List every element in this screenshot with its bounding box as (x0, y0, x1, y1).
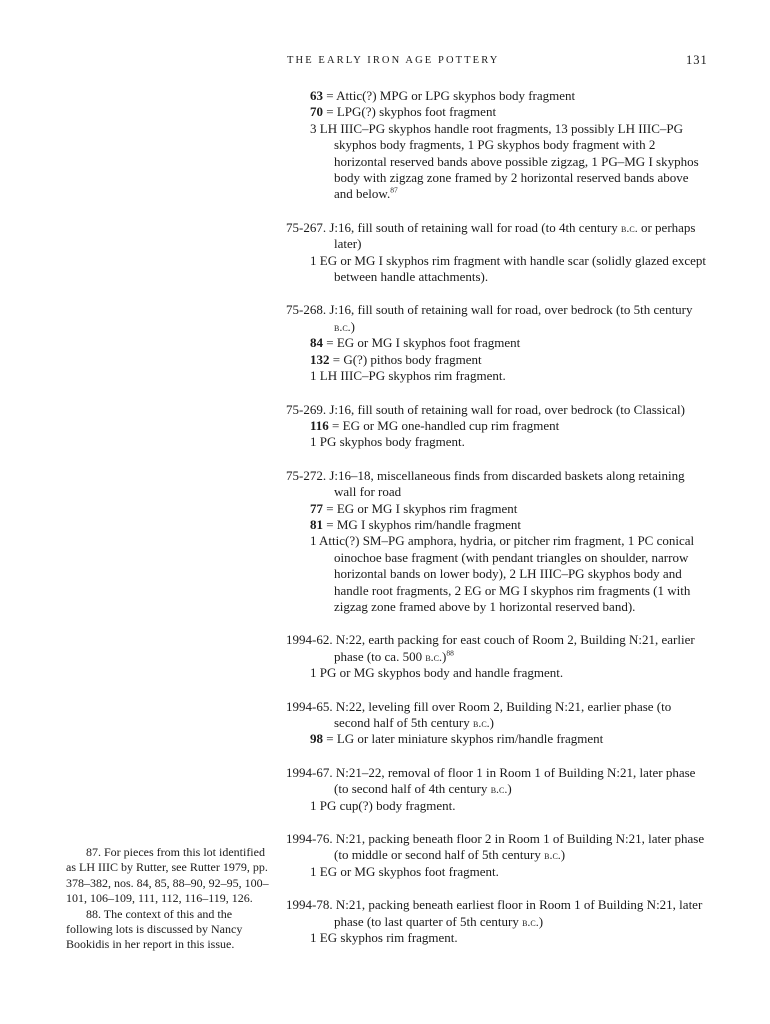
entry-text: = LPG(?) skyphos foot fragment (323, 104, 497, 120)
catalog-entry: 1 EG skyphos rim fragment. (310, 930, 458, 946)
catalog-entry: 81 = MG I skyphos rim/handle fragment (310, 516, 521, 532)
entry-number: 116 (310, 417, 329, 433)
page-number: 131 (686, 53, 708, 67)
catalog-entry: 1 PG cup(?) body fragment. (310, 797, 456, 813)
lot-75-269 (286, 402, 710, 451)
lot-heading: 1994-65. N:22, leveling fill over Room 2, Building N:21, earlier phase (to second half of 5th century b.c.) (286, 698, 672, 730)
lot-heading: 75-272. J:16–18, miscellaneous finds from discarded baskets along retaining wall for road (286, 467, 685, 500)
entry-number: 70 (310, 104, 323, 120)
footnote-ref: 88 (446, 648, 454, 658)
catalog-entry (286, 88, 710, 104)
catalog-entry: 1 Attic(?) SM–PG amphora, hydria, or pitcher rim fragment, 1 PC conical oinochoe base fragment (with pendant triangles on shoulder, narrow horizontal bands on lower body), 2 LH IIIC–PG skyphos body and handle root fragments, 2 EG or MG I skyphos rim fragments (1 with zigzag zone framed above by 1 horizontal reserved band). (310, 533, 695, 614)
catalog-entry (286, 121, 710, 203)
entry-number: 81 (310, 516, 323, 532)
lot-heading: 75-268. J:16, fill south of retaining wall for road, over bedrock (to 5th century b.c.) (286, 302, 693, 334)
lot-heading: 75-269. J:16, fill south of retaining wall for road, over bedrock (to Classical) (286, 401, 685, 417)
catalog-entry: 132 = G(?) pithos body fragment (310, 351, 482, 367)
entry-number: 63 (310, 88, 323, 103)
lot-75-272 (286, 468, 710, 616)
catalog-entry: 1 LH IIIC–PG skyphos rim fragment. (310, 368, 506, 384)
lot-1994-76 (286, 831, 710, 880)
entry-text: 3 LH IIIC–PG skyphos handle root fragments, 13 possibly LH IIIC–PG skyphos body fragments, 1 PG skyphos body fragment with 2 horizontal reserved bands above possible zigzag, 1 PG–MG I skyphos body with zigzag zone framed by 2 horizontal reserved bands above and below. (310, 120, 699, 202)
lot-1994-78 (286, 897, 710, 946)
catalog-entry: 84 = EG or MG I skyphos foot fragment (310, 335, 521, 351)
lot-1994-62 (286, 632, 710, 681)
catalog-entry: 77 = EG or MG I skyphos rim fragment (310, 500, 518, 516)
entry-number: 132 (310, 351, 330, 367)
catalog-entry: 1 EG or MG skyphos foot fragment. (310, 863, 499, 879)
lot-75-267 (286, 220, 710, 286)
footnote-ref: 87 (390, 186, 398, 196)
lot-heading: 75-267. J:16, fill south of retaining wall for road (to 4th century b.c. or perhaps later) (286, 219, 696, 252)
catalog-entry (286, 104, 710, 120)
entry-number: 84 (310, 335, 323, 351)
entry-number: 77 (310, 500, 323, 516)
lot-75-268 (286, 302, 710, 384)
catalog-entry: 1 PG skyphos body fragment. (310, 434, 465, 450)
lot-1994-65 (286, 699, 710, 748)
footnotes (66, 845, 271, 953)
entry-text: = Attic(?) MPG or LPG skyphos body fragment (323, 88, 576, 103)
catalog-body (286, 88, 710, 963)
lot-heading: 1994-78. N:21, packing beneath earliest floor in Room 1 of Building N:21, later phase (to last quarter of 5th century b.c.) (286, 897, 703, 929)
catalog-entry: 98 = LG or later miniature skyphos rim/handle fragment (310, 731, 604, 747)
catalog-entry: 1 PG or MG skyphos body and handle fragment. (310, 665, 564, 681)
lot-heading: 1994-62. N:22, earth packing for east couch of Room 2, Building N:21, earlier phase (to ca. 500 b.c.)$^{88}$ (286, 632, 695, 664)
catalog-entry: 1 EG or MG I skyphos rim fragment with handle scar (solidly glazed except between handle attachments). (310, 252, 707, 285)
entry-number: 98 (310, 731, 323, 747)
running-head: THE EARLY IRON AGE POTTERY (287, 55, 500, 66)
lot-1994-67 (286, 765, 710, 814)
footnote-88: 88. The context of this and the following lots is discussed by Nancy Bookidis in her report in this issue. (66, 906, 243, 952)
footnote-87: 87. For pieces from this lot identified as LH IIIC by Rutter, see Rutter 1979, pp. 378–382, nos. 84, 85, 88–90, 92–95, 100–101, 106–109, 111, 112, 116–119, 126. (66, 845, 269, 906)
lot-heading: 1994-67. N:21–22, removal of floor 1 in Room 1 of Building N:21, later phase (to second half of 4th century b.c.) (286, 764, 696, 797)
catalog-entry: 116 = EG or MG one-handled cup rim fragment (310, 417, 560, 433)
lot-heading: 1994-76. N:21, packing beneath floor 2 in Room 1 of Building N:21, later phase (to middle or second half of 5th century b.c.) (286, 831, 705, 863)
lot-continuation (286, 88, 710, 203)
